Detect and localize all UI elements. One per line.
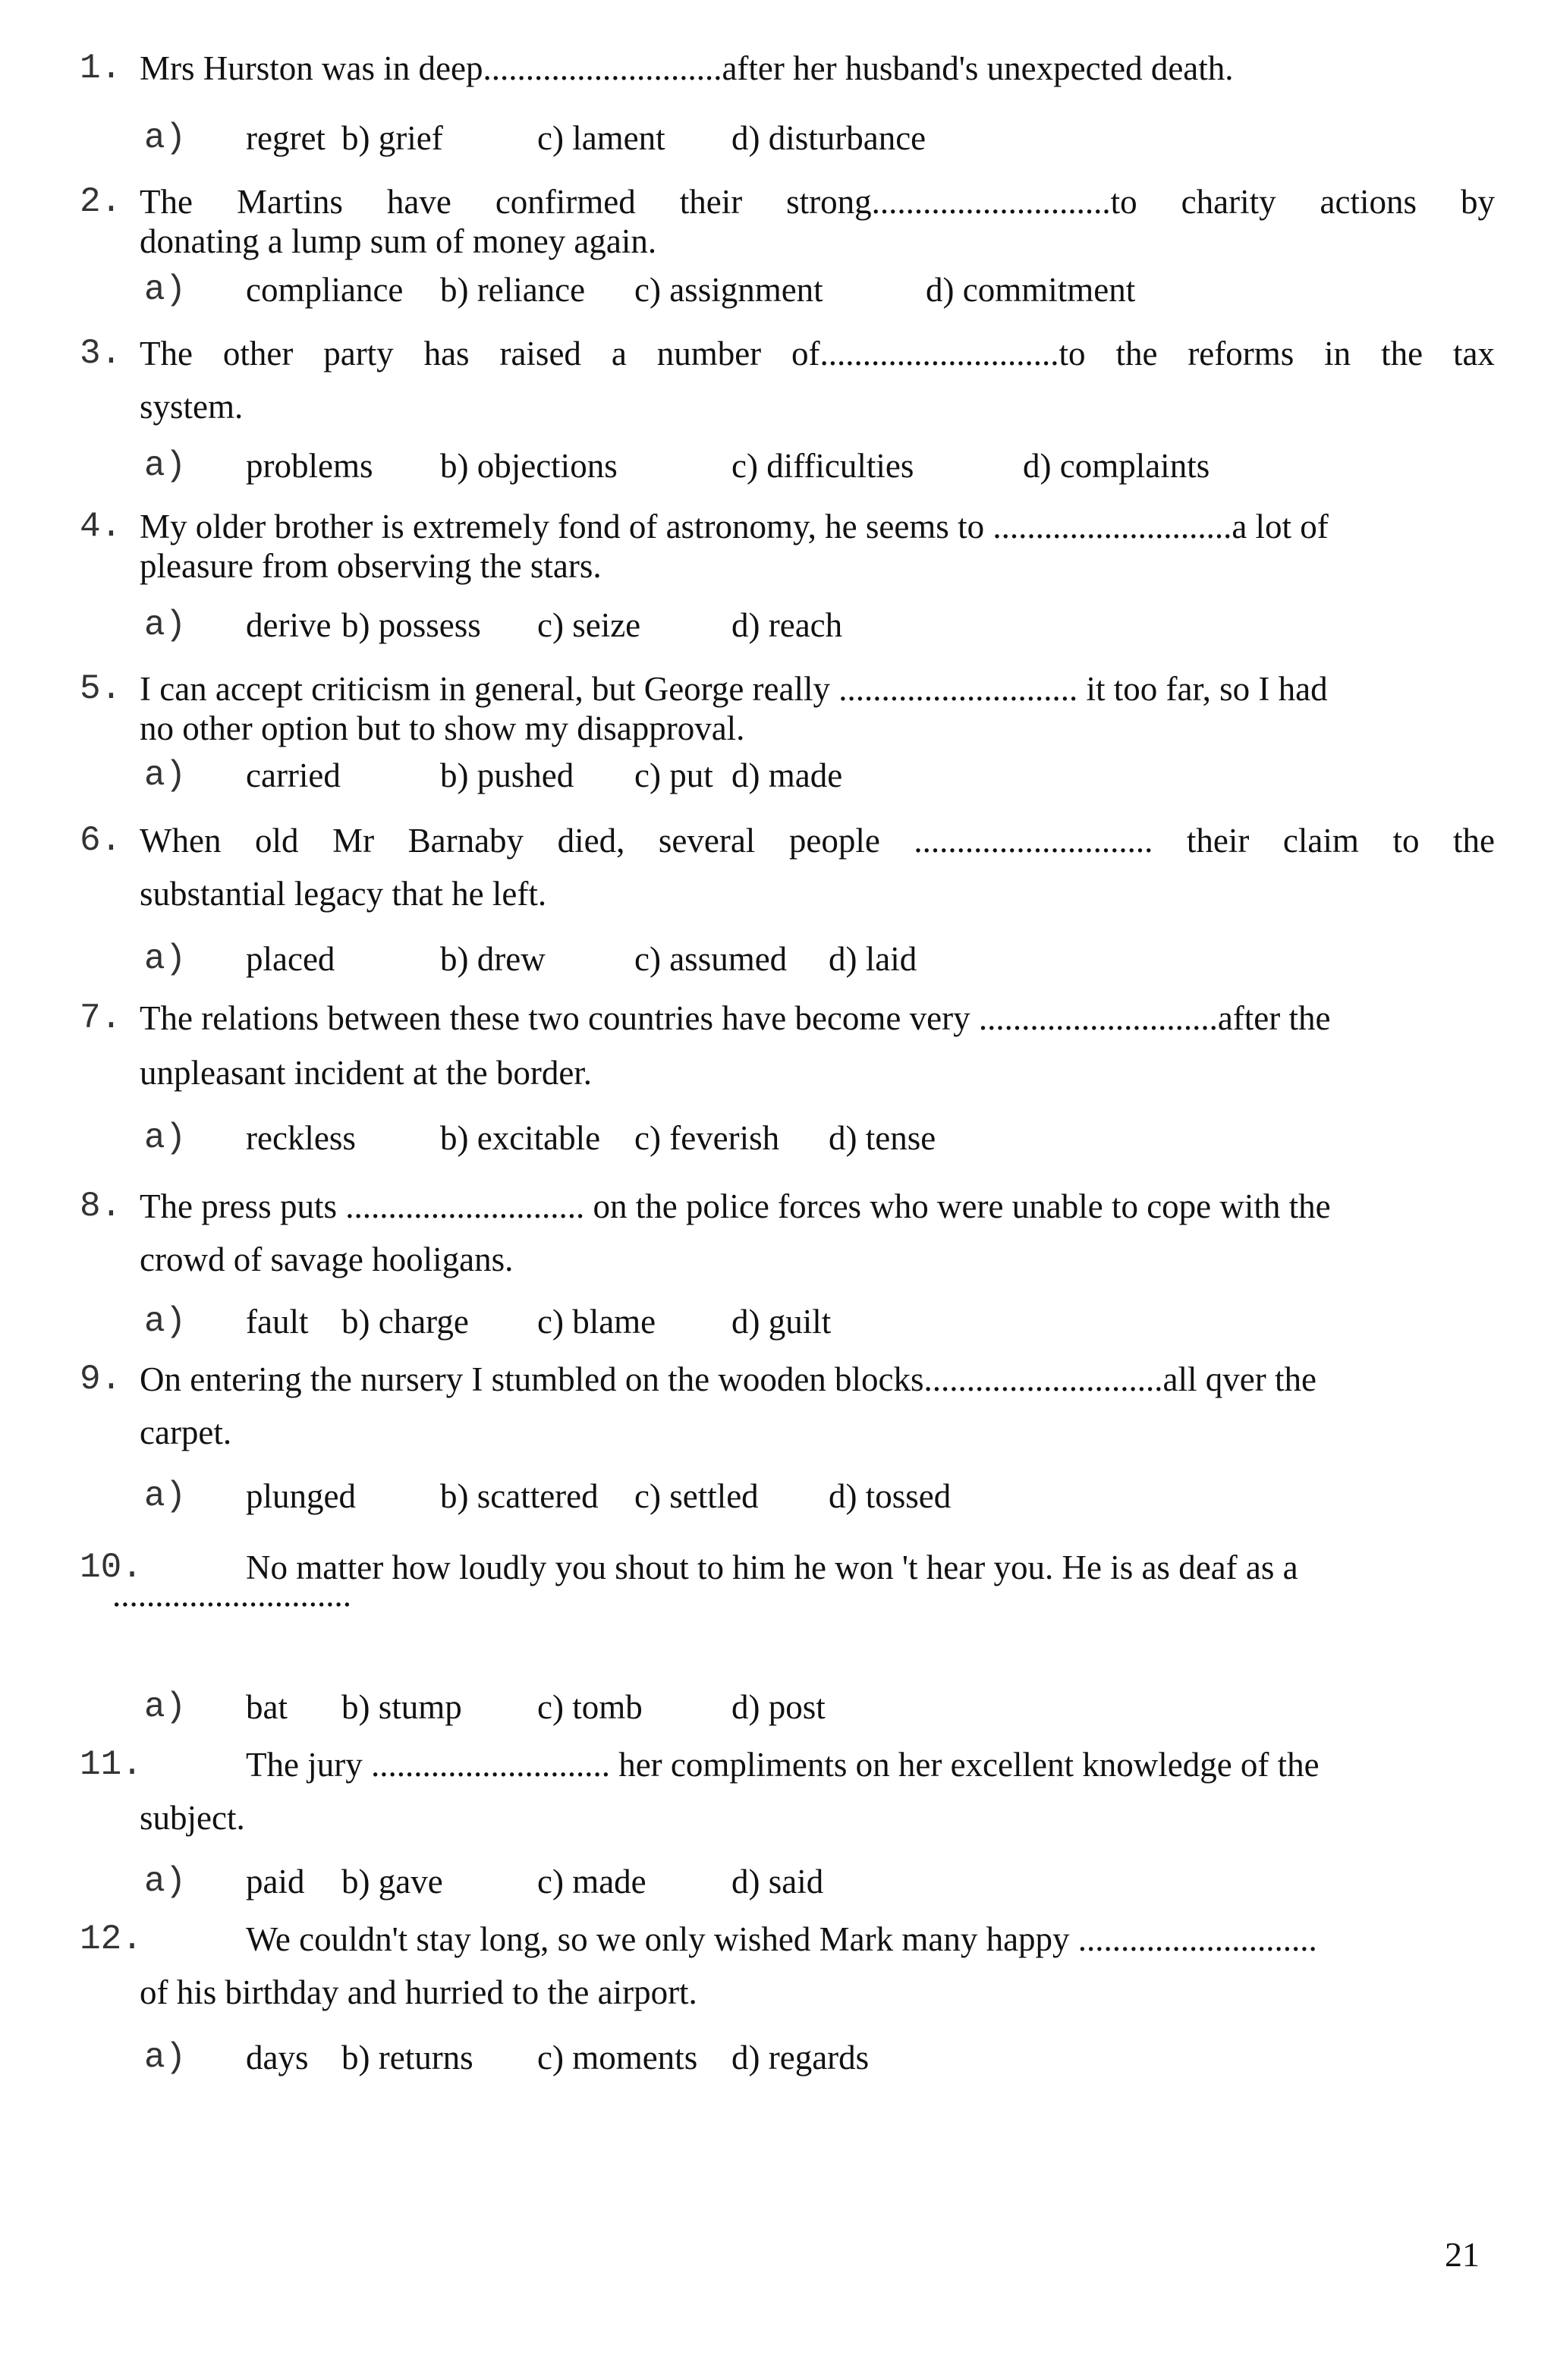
- page-number: 21: [1445, 2235, 1480, 2274]
- question-text-line-1: The relations between these two countries have become very ............................after the: [140, 999, 1331, 1037]
- option-a-label: a): [144, 1476, 187, 1516]
- question-text-segment: When: [140, 822, 222, 860]
- question-text-segment: has: [423, 335, 470, 373]
- question-text-segment: actions: [1320, 183, 1417, 221]
- option-c: c) assumed: [634, 940, 788, 978]
- question-text-segment: Martins: [236, 183, 343, 221]
- question-text-line-2: donating a lump sum of money again.: [140, 222, 657, 260]
- option-a-label: a): [144, 2038, 187, 2077]
- question-text-segment: ............................: [914, 822, 1153, 860]
- question-text-line-2: crowd of savage hooligans.: [140, 1240, 514, 1278]
- option-a: derive: [246, 606, 332, 644]
- option-a-label: a): [144, 1118, 187, 1158]
- question-number: 11.: [80, 1745, 143, 1784]
- question-text-line-2: of his birthday and hurried to the airport.: [140, 1973, 697, 2011]
- option-d: d) made: [731, 756, 843, 794]
- question-text-segment: raised: [499, 335, 581, 373]
- question-text-segment: in: [1324, 335, 1351, 373]
- question-text-segment: by: [1460, 183, 1495, 221]
- option-c: c) seize: [537, 606, 641, 644]
- option-d: d) laid: [829, 940, 917, 978]
- question-text-line-1: [140, 182, 1495, 222]
- option-d: d) commitment: [926, 271, 1136, 309]
- question-text-segment: died,: [557, 822, 625, 860]
- question-text-line-1: The jury ............................ her compliments on her excellent knowledge of the: [246, 1746, 1320, 1784]
- option-d: d) said: [731, 1863, 824, 1901]
- option-c: c) difficulties: [731, 447, 914, 485]
- question-text-segment: have: [386, 183, 451, 221]
- option-b: b) pushed: [440, 756, 574, 794]
- question-text-segment: to: [1392, 822, 1420, 860]
- question-text-segment: number: [656, 335, 762, 373]
- question-number: 8.: [80, 1187, 122, 1226]
- question-text-segment: Barnaby: [407, 822, 524, 860]
- option-a-label: a): [144, 118, 187, 158]
- option-d: d) post: [731, 1688, 826, 1726]
- option-c: c) put: [634, 756, 713, 794]
- question-number: 7.: [80, 998, 122, 1038]
- question-text-line-2: subject.: [140, 1799, 245, 1837]
- question-text-line-2: substantial legacy that he left.: [140, 875, 547, 913]
- option-a: regret: [246, 119, 326, 157]
- question-number: 5.: [80, 669, 122, 709]
- question-text-segment: The: [140, 335, 193, 373]
- option-b: b) objections: [440, 447, 618, 485]
- question-text-segment: party: [323, 335, 394, 373]
- option-a: placed: [246, 940, 335, 978]
- question-text-segment: The: [140, 183, 193, 221]
- option-c: c) assignment: [634, 271, 823, 309]
- option-b: b) grief: [341, 119, 443, 157]
- option-c: c) settled: [634, 1477, 759, 1515]
- option-c: c) blame: [537, 1303, 656, 1341]
- question-number: 2.: [80, 182, 122, 222]
- option-a: carried: [246, 756, 341, 794]
- option-a-label: a): [144, 939, 187, 979]
- option-a: paid: [246, 1863, 305, 1901]
- option-a-label: a): [144, 1302, 187, 1341]
- option-c: c) moments: [537, 2039, 698, 2077]
- option-a: compliance: [246, 271, 404, 309]
- question-text-segment: several: [658, 822, 756, 860]
- option-b: b) gave: [341, 1863, 443, 1901]
- question-text-line-2: pleasure from observing the stars.: [140, 547, 602, 585]
- question-text-segment: people: [788, 822, 880, 860]
- question-number: 12.: [80, 1919, 143, 1959]
- question-text-line-1: I can accept criticism in general, but George really ............................ it too far, so I had: [140, 670, 1328, 708]
- option-d: d) tossed: [829, 1477, 952, 1515]
- question-text-segment: strong............................to: [786, 183, 1137, 221]
- question-number: 10.: [80, 1548, 143, 1587]
- question-text-line-1: The press puts ............................ on the police forces who were unable to cope with the: [140, 1187, 1331, 1225]
- question-text-line-1: We couldn't stay long, so we only wished Mark many happy ............................: [246, 1920, 1317, 1958]
- question-text-line-1: [140, 334, 1495, 373]
- option-b: b) possess: [341, 606, 481, 644]
- option-b: b) scattered: [440, 1477, 599, 1515]
- question-number: 6.: [80, 821, 122, 860]
- question-number: 4.: [80, 507, 122, 546]
- option-a-label: a): [144, 446, 187, 486]
- question-text-segment: old: [255, 822, 299, 860]
- question-text-segment: Mr: [332, 822, 375, 860]
- question-text-segment: their: [679, 183, 743, 221]
- option-b: b) stump: [341, 1688, 462, 1726]
- option-a: problems: [246, 447, 373, 485]
- option-a: plunged: [246, 1477, 356, 1515]
- option-d: d) reach: [731, 606, 843, 644]
- answer-blank: ............................: [112, 1576, 351, 1614]
- question-text-segment: a: [611, 335, 627, 373]
- option-d: d) tense: [829, 1119, 936, 1157]
- question-text-segment: confirmed: [495, 183, 636, 221]
- question-text-segment: the: [1453, 822, 1495, 860]
- option-a-label: a): [144, 756, 187, 795]
- question-number: 1.: [80, 49, 122, 88]
- question-number: 9.: [80, 1360, 122, 1399]
- question-text-segment: other: [222, 335, 294, 373]
- option-b: b) reliance: [440, 271, 586, 309]
- option-b: b) drew: [440, 940, 546, 978]
- question-text-segment: the: [1381, 335, 1423, 373]
- question-text-line-2: carpet.: [140, 1413, 232, 1451]
- question-text-line-1: My older brother is extremely fond of astronomy, he seems to ............................a lot of: [140, 508, 1329, 545]
- question-number: 3.: [80, 334, 122, 373]
- question-text-line-1: [140, 821, 1495, 860]
- question-text-segment: claim: [1282, 822, 1359, 860]
- option-a-label: a): [144, 1862, 187, 1901]
- question-text-line-1: On entering the nursery I stumbled on the wooden blocks............................all qver the: [140, 1360, 1316, 1398]
- question-text-segment: of............................to: [791, 335, 1086, 373]
- option-d: d) complaints: [1023, 447, 1210, 485]
- question-text-segment: charity: [1181, 183, 1276, 221]
- question-text-segment: the: [1115, 335, 1158, 373]
- option-a-label: a): [144, 605, 187, 645]
- question-text-line-2: system.: [140, 388, 244, 426]
- option-a: bat: [246, 1688, 288, 1726]
- option-c: c) made: [537, 1863, 646, 1901]
- question-text-line-2: unpleasant incident at the border.: [140, 1054, 593, 1092]
- question-text-line-1: Mrs Hurston was in deep............................after her husband's unexpected death.: [140, 49, 1234, 87]
- option-a-label: a): [144, 1687, 187, 1727]
- question-text-line-1: No matter how loudly you shout to him he won 't hear you. He is as deaf as a: [246, 1548, 1298, 1586]
- question-text-line-2: no other option but to show my disapproval.: [140, 709, 745, 747]
- option-d: d) guilt: [731, 1303, 832, 1341]
- option-a: fault: [246, 1303, 309, 1341]
- option-a: days: [246, 2039, 309, 2077]
- option-b: b) returns: [341, 2039, 473, 2077]
- option-a-label: a): [144, 270, 187, 310]
- question-text-segment: reforms: [1188, 335, 1294, 373]
- option-c: c) feverish: [634, 1119, 780, 1157]
- option-c: c) lament: [537, 119, 665, 157]
- question-text-segment: tax: [1452, 335, 1495, 373]
- question-text-segment: their: [1186, 822, 1250, 860]
- option-d: d) disturbance: [731, 119, 926, 157]
- option-b: b) excitable: [440, 1119, 601, 1157]
- option-b: b) charge: [341, 1303, 469, 1341]
- option-d: d) regards: [731, 2039, 870, 2077]
- option-a: reckless: [246, 1119, 356, 1157]
- option-c: c) tomb: [537, 1688, 643, 1726]
